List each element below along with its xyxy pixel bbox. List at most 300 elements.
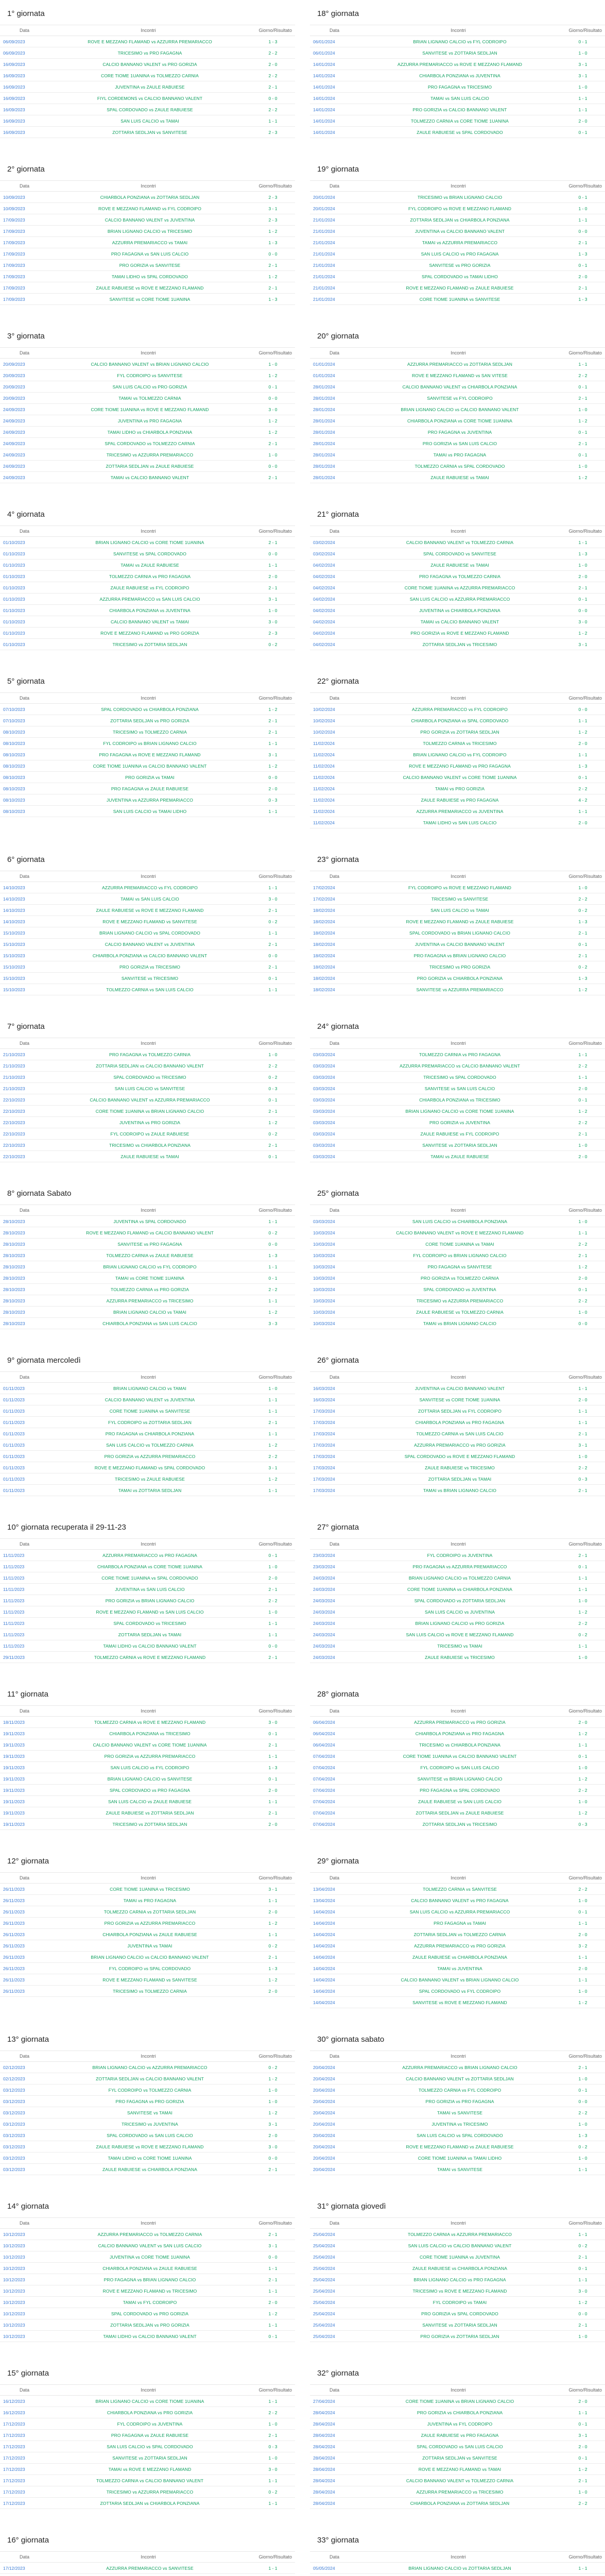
match-link[interactable]: CHIARBOLA PONZIANA vs JUVENTINA	[419, 73, 500, 78]
match-link[interactable]: PRO GORIZIA vs TOLMEZZO CARNIA	[421, 1275, 499, 1281]
match-link[interactable]: TOLMEZZO CARNIA vs SAN LUIS CALCIO	[416, 1431, 504, 1436]
match-link[interactable]: CORE TIOME 1UANINA vs BRIAN LIGNANO CALCIO	[405, 2398, 514, 2404]
match-link[interactable]: FYL CODROIPO vs BRIAN LIGNANO CALCIO	[413, 1252, 507, 1258]
match-link[interactable]: SANVITESE vs BRIAN LIGNANO CALCIO	[417, 1776, 503, 1782]
match-link[interactable]: TRICESIMO vs PRO GORIZIA	[429, 964, 491, 970]
match-link[interactable]: TAMAI LIDHO vs CALCIO BANNANO VALENT	[103, 2333, 197, 2339]
match-link[interactable]: TOLMEZZO CARNIA vs ZAULE RABUIESE	[106, 1252, 194, 1258]
match-link[interactable]: ZAULE RABUIESE vs PRO FAGAGNA	[421, 797, 499, 803]
match-link[interactable]: ZOTTARIA SEDLJAN vs CHIARBOLA PONZIANA	[100, 2500, 200, 2506]
match-link[interactable]: SAN LUIS CALCIO vs TOLMEZZO CARNIA	[106, 1442, 194, 1448]
match-link[interactable]: CORE TIOME 1UANINA vs SANVITESE	[109, 1408, 191, 1414]
match-link[interactable]: PRO FAGAGNA vs SPAL CORDOVADO	[420, 1787, 500, 1793]
match-link[interactable]: CALCIO BANNANO VALENT vs ROVE E MEZZANO FLAMAND	[396, 1230, 524, 1235]
match-link[interactable]: ZAULE RABUIESE vs ROVE E MEZZANO FLAMAND	[96, 285, 204, 291]
match-link[interactable]: SANVITESE vs TAMAI	[127, 2110, 172, 2115]
match-link[interactable]: CHIARBOLA PONZIANA vs CORE TIOME 1UANINA	[97, 1564, 203, 1569]
match-link[interactable]: CORE TIOME 1UANINA vs TOLMEZZO CARNIA	[101, 73, 199, 78]
match-link[interactable]: SPAL CORDOVADO vs JUVENTINA	[423, 1286, 496, 1292]
match-link[interactable]: TOLMEZZO CARNIA vs PRO FAGAGNA	[419, 1052, 501, 1057]
match-link[interactable]: JUVENTINA vs AZZURRA PREMARIACCO	[106, 797, 194, 803]
match-link[interactable]: CORE TIOME 1UANINA vs TRICESIMO	[110, 1886, 190, 1892]
match-link[interactable]: SANVITESE vs FYL CODROIPO	[427, 395, 493, 401]
match-link[interactable]: PRO FAGAGNA vs JUVENTINA	[427, 429, 492, 435]
match-link[interactable]: TAMAI vs PRO GORIZIA	[435, 786, 485, 791]
match-link[interactable]: ROVE E MEZZANO FLAMAND vs TRICESIMO	[102, 2288, 197, 2294]
match-link[interactable]: ROVE E MEZZANO FLAMAND vs ZAULE RABUIESE	[406, 2144, 514, 2149]
match-link[interactable]: PRO FAGAGNA vs TRICESIMO	[427, 84, 492, 90]
match-link[interactable]: SANVITESE vs PRO FAGAGNA	[117, 1241, 182, 1247]
match-link[interactable]: TAMAI vs BRIAN LIGNANO CALCIO	[423, 1487, 497, 1493]
match-link[interactable]: TRICESIMO vs BRIAN LIGNANO CALCIO	[417, 194, 503, 200]
match-link[interactable]: JUVENTINA vs TRICESIMO	[431, 2121, 488, 2127]
match-link[interactable]: ZOTTARIA SEDLJAN vs TOLMEZZO CARNIA	[413, 1931, 506, 1937]
match-link[interactable]: AZZURRA PREMARIACCO vs SAN LUIS CALCIO	[99, 596, 200, 602]
match-link[interactable]: FIYL CORDEMONS vs CALCIO BANNANO VALENT	[97, 95, 203, 101]
match-link[interactable]: BRIAN LIGNANO CALCIO vs FYL CODROIPO	[413, 39, 507, 44]
match-link[interactable]: PRO FAGAGNA vs AZZURRA PREMARIACCO	[412, 1564, 507, 1569]
match-link[interactable]: ZAULE RABUIESE vs ZOTTARIA SEDLJAN	[106, 1810, 194, 1816]
match-link[interactable]: SPAL CORDOVADO vs CHIARBOLA PONZIANA	[101, 706, 199, 712]
match-link[interactable]: SPAL CORDOVADO vs SAN LUIS CALCIO	[417, 2444, 503, 2449]
match-link[interactable]: PRO FAGAGNA vs TOLMEZZO CARNIA	[109, 1052, 191, 1057]
match-link[interactable]: TRICESIMO vs AZZURRA PREMARIACCO	[106, 2489, 194, 2495]
match-link[interactable]: TRICESIMO vs AZZURRA PREMARIACCO	[106, 452, 194, 457]
match-link[interactable]: CORE TIOME 1UANINA vs AZZURRA PREMARIACCO	[404, 585, 515, 590]
match-link[interactable]: TRICESIMO vs TOLMEZZO CARNIA	[113, 1988, 187, 1994]
match-link[interactable]: TAMAI vs FYL CODROIPO	[123, 2299, 177, 2305]
match-link[interactable]: TRICESIMO vs CHIARBOLA PONZIANA	[109, 1142, 191, 1148]
match-link[interactable]: SPAL CORDOVADO vs ZAULE RABUIESE	[107, 107, 193, 112]
match-link[interactable]: PRO GORIZIA vs CHIARBOLA PONZIANA	[417, 2410, 503, 2415]
match-link[interactable]: AZZURRA PREMARIACCO vs CALCIO BANNANO VALENT	[400, 1063, 520, 1069]
match-link[interactable]: SPAL CORDOVADO vs TOLMEZZO CARNIA	[105, 440, 195, 446]
match-link[interactable]: ZOTTARIA SEDLJAN vs ZAULE RABUIESE	[106, 463, 194, 469]
match-link[interactable]: PRO GORIZIA vs AZZURRA PREMARIACCO	[104, 1453, 196, 1459]
match-link[interactable]: AZZURRA PREMARIACCO vs FYL CODROIPO	[412, 706, 508, 712]
match-link[interactable]: PRO GORIZIA vs SPAL CORDOVADO	[421, 2311, 498, 2316]
match-link[interactable]: ZOTTARIA SEDLJAN vs TRICESIMO	[422, 1821, 497, 1827]
match-link[interactable]: TAMAI vs TOLMEZZO CARNIA	[118, 395, 181, 401]
match-link[interactable]: CORE TIOME 1UANINA vs CHIARBOLA PONZIANA	[407, 1586, 513, 1592]
match-link[interactable]: TRICESIMO vs ROVE E MEZZANO FLAMAND	[412, 2288, 507, 2294]
match-link[interactable]: JUVENTINA vs TAMAI	[127, 1943, 172, 1948]
match-link[interactable]: PRO FAGAGNA vs ROVE E MEZZANO FLAMAND	[99, 752, 201, 757]
match-link[interactable]: CHIARBOLA PONZIANA vs PRO FAGAGNA	[415, 1419, 505, 1425]
match-link[interactable]: FYL CODROIPO vs ROVE E MEZZANO FLAMAND	[408, 885, 511, 890]
match-link[interactable]: PRO GORIZIA vs SAN LUIS CALCIO	[422, 440, 497, 446]
match-link[interactable]: ROVE E MEZZANO FLAMAND vs AZZURRA PREMARIACCO	[88, 39, 212, 44]
match-link[interactable]: CALCIO BANNANO VALENT vs CORE TIOME 1UANINA	[93, 1742, 207, 1748]
match-link[interactable]: BRIAN LIGNANO CALCIO vs TAMAI	[113, 1309, 186, 1315]
match-link[interactable]: ROVE E MEZZANO FLAMAND vs SPAL CORDOVADO	[94, 1465, 205, 1470]
match-link[interactable]: TAMAI vs SAN LUIS CALCIO	[430, 95, 489, 101]
match-link[interactable]: TRICESIMO vs ZOTTARIA SEDLJAN	[112, 1821, 187, 1827]
match-link[interactable]: TOLMEZZO CARNIA vs ROVE E MEZZANO FLAMAND	[94, 1654, 206, 1660]
match-link[interactable]: AZZURRA PREMARIACCO vs PRO FAGAGNA	[102, 1552, 197, 1558]
match-link[interactable]: JUVENTINA vs CALCIO BANNANO VALENT	[414, 1385, 505, 1391]
match-link[interactable]: TRICESIMO vs PRO FAGAGNA	[117, 50, 182, 56]
match-link[interactable]: ROVE E MEZZANO FLAMAND vs FYL CODROIPO	[98, 206, 201, 211]
match-link[interactable]: ZOTTARIA SEDLJAN vs CHIARBOLA PONZIANA	[410, 217, 510, 223]
match-link[interactable]: ROVE E MEZZANO FLAMAND vs TAMAI	[418, 2466, 502, 2472]
match-link[interactable]: PRO GORIZIA vs SANVITESE	[119, 262, 181, 268]
match-link[interactable]: SAN LUIS CALCIO vs SPAL CORDOVADO	[107, 2444, 193, 2449]
match-link[interactable]: FYL CODROIPO vs TAMAI	[433, 2299, 487, 2305]
match-link[interactable]: TAMAI LIDHO vs SPAL CORDOVADO	[111, 274, 188, 279]
match-link[interactable]: CHIARBOLA PONZIANA vs ZOTTARIA SEDLJAN	[410, 2500, 510, 2506]
match-link[interactable]: TOLMEZZO CARNIA vs ZOTTARIA SEDLJAN	[103, 1909, 196, 1914]
match-link[interactable]: ZOTTARIA SEDLJAN vs TAMAI	[428, 1476, 492, 1482]
match-link[interactable]: PRO FAGAGNA vs SANVITESE	[427, 1264, 492, 1269]
match-link[interactable]: SANVITESE vs SPAL CORDOVADO	[113, 551, 186, 556]
match-link[interactable]: JUVENTINA vs PRO FAGAGNA	[117, 418, 182, 423]
match-link[interactable]: TAMAI vs SANVITESE	[437, 2110, 483, 2115]
match-link[interactable]: PRO GORIZIA vs TRICESIMO	[119, 964, 180, 970]
match-link[interactable]: TOLMEZZO CARNIA vs PRO FAGAGNA	[109, 573, 191, 579]
match-link[interactable]: ROVE E MEZZANO FLAMAND vs SANVITESE	[102, 919, 197, 924]
match-link[interactable]: BRIAN LIGNANO CALCIO vs TOLMEZZO CARNIA	[408, 1575, 511, 1581]
match-link[interactable]: TAMAI vs PRO FAGAGNA	[123, 1897, 177, 1903]
match-link[interactable]: ZAULE RABUIESE vs SAN LUIS CALCIO	[418, 1799, 502, 1804]
match-link[interactable]: CORE TIOME 1UANINA vs ROVE E MEZZANO FLAMAND	[91, 406, 209, 412]
match-link[interactable]: ZAULE RABUIESE vs TRICESIMO	[425, 1654, 495, 1660]
match-link[interactable]: SPAL CORDOVADO vs SAN LUIS CALCIO	[107, 2132, 193, 2138]
match-link[interactable]: PRO GORIZIA vs CHIARBOLA PONZIANA	[417, 975, 503, 981]
match-link[interactable]: JUVENTINA vs SAN LUIS CALCIO	[115, 1586, 185, 1592]
match-link[interactable]: TRICESIMO vs ZOTTARIA SEDLJAN	[112, 641, 187, 647]
match-link[interactable]: TOLMEZZO CARNIA vs PRO GORIZIA	[110, 1286, 189, 1292]
match-link[interactable]: TAMAI vs CALCIO BANNANO VALENT	[420, 619, 499, 624]
match-link[interactable]: FYL CODROIPO vs ZOTTARIA SEDLJAN	[108, 1419, 192, 1425]
match-link[interactable]: AZZURRA PREMARIACCO vs FYL CODROIPO	[102, 885, 198, 890]
match-link[interactable]: SPAL CORDOVADO vs TRICESIMO	[113, 1620, 186, 1626]
match-link[interactable]: SPAL CORDOVADO vs TAMAI LIDHO	[422, 274, 498, 279]
match-link[interactable]: TOLMEZZO CARNIA vs FYL CODROIPO	[418, 2087, 502, 2093]
match-link[interactable]: PRO FAGAGNA vs CHIARBOLA PONZIANA	[105, 1431, 195, 1436]
match-link[interactable]: AZZURRA PREMARIACCO vs PRO GORIZIA	[414, 1442, 506, 1448]
match-link[interactable]: JUVENTINA vs FYL CODROIPO	[427, 2421, 493, 2427]
match-link[interactable]: ROVE E MEZZANO FLAMAND vs ZAULE RABUIESE	[406, 919, 514, 924]
match-link[interactable]: TOLMEZZO CARNIA vs SANVITESE	[423, 1886, 497, 1892]
match-link[interactable]: AZZURRA PREMARIACCO vs SANVITESE	[106, 2565, 194, 2571]
match-link[interactable]: CHIARBOLA PONZIANA vs CORE TIOME 1UANINA	[407, 418, 513, 423]
match-link[interactable]: TRICESIMO vs AZZURRA PREMARIACCO	[416, 1298, 504, 1303]
match-link[interactable]: CORE TIOME 1UANINA vs TAMAI LIDHO	[418, 2155, 502, 2161]
match-link[interactable]: ZAULE RABUIESE vs PRO FAGAGNA	[421, 2432, 499, 2438]
match-link[interactable]: FYL CODROIPO vs JUVENTINA	[117, 2421, 183, 2427]
match-link[interactable]: CALCIO BANNANO VALENT vs CHIARBOLA PONZIANA	[402, 384, 517, 389]
match-link[interactable]: PRO GORIZIA vs AZZURRA PREMARIACCO	[104, 1920, 196, 1926]
match-link[interactable]: BRIAN LIGNANO CALCIO vs CALCIO BANNANO VALENT	[91, 1954, 209, 1960]
match-link[interactable]: CORE TIOME 1UANINA vs CALCIO BANNANO VALENT	[93, 763, 207, 769]
match-link[interactable]: PRO FAGAGNA vs PRO GORIZIA	[115, 2098, 184, 2104]
match-link[interactable]: PRO FAGAGNA vs ZAULE RABUIESE	[111, 2432, 189, 2438]
match-link[interactable]: ZAULE RABUIESE vs CHIARBOLA PONZIANA	[412, 2265, 508, 2271]
match-link[interactable]: TRICESIMO vs JUVENTINA	[122, 2121, 178, 2127]
match-link[interactable]: ZOTTARIA SEDLJAN vs ZAULE RABUIESE	[416, 1810, 504, 1816]
match-link[interactable]: TRICESIMO vs TAMAI	[437, 1643, 482, 1649]
match-link[interactable]: TAMAI LIDHO vs CALCIO BANNANO VALENT	[103, 1643, 197, 1649]
match-link[interactable]: BRIAN LIGNANO CALCIO vs FYL CODROIPO	[413, 752, 507, 757]
match-link[interactable]: ROVE E MEZZANO FLAMAND vs ZAULE RABUIESE	[406, 285, 514, 291]
match-link[interactable]: BRIAN LIGNANO CALCIO vs CORE TIOME 1UANINA	[95, 539, 204, 545]
match-link[interactable]: CALCIO BANNANO VALENT vs SAN LUIS CALCIO	[98, 2243, 202, 2248]
match-link[interactable]: PRO GORIZIA vs AZZURRA PREMARIACCO	[104, 1753, 196, 1759]
match-link[interactable]: PRO GORIZIA vs TAMAI	[125, 774, 175, 780]
match-link[interactable]: SAN LUIS CALCIO vs ZAULE RABUIESE	[108, 1799, 192, 1804]
match-link[interactable]: SPAL CORDOVADO vs ROVE E MEZZANO FLAMAND	[404, 1453, 515, 1459]
match-link[interactable]: ZOTTARIA SEDLJAN vs SANVITESE	[112, 129, 187, 135]
match-link[interactable]: ROVE E MEZZANO FLAMAND vs SAN LUIS CALCIO	[96, 1609, 204, 1615]
match-link[interactable]: TAMAI vs PRO FAGAGNA	[433, 452, 487, 457]
match-link[interactable]: SAN LUIS CALCIO vs ROVE E MEZZANO FLAMAND	[406, 1632, 514, 1637]
match-link[interactable]: TAMAI LIDHO vs CORE TIOME 1UANINA	[108, 2155, 192, 2161]
match-link[interactable]: ZOTTARIA SEDLJAN vs FYL CODROIPO	[418, 1408, 502, 1414]
match-link[interactable]: ZOTTARIA SEDLJAN vs TAMAI	[118, 1632, 182, 1637]
match-link[interactable]: FYL CODROIPO vs SPAL CORDOVADO	[109, 1965, 191, 1971]
match-link[interactable]: TAMAI vs ROVE E MEZZANO FLAMAND	[108, 2466, 192, 2472]
match-link[interactable]: BRIAN LIGNANO CALCIO vs CORE TIOME 1UANINA	[405, 1108, 514, 1114]
match-link[interactable]: ZOTTARIA SEDLJAN vs SANVITESE	[422, 2455, 497, 2461]
match-link[interactable]: SPAL CORDOVADO vs FYL CODROIPO	[419, 1988, 501, 1994]
match-link[interactable]: TAMAI vs JUVENTINA	[437, 1965, 482, 1971]
match-link[interactable]: CALCIO BANNANO VALENT vs TAMAI	[110, 619, 189, 624]
match-link[interactable]: JUVENTINA vs SPAL CORDOVADO	[113, 1218, 186, 1224]
match-link[interactable]: ZAULE RABUIESE vs TAMAI	[430, 562, 489, 568]
match-link[interactable]: TAMAI vs CALCIO BANNANO VALENT	[110, 474, 189, 480]
match-link[interactable]: CHIARBOLA PONZIANA vs PRO FAGAGNA	[415, 1731, 505, 1736]
match-link[interactable]: SPAL CORDOVADO vs PRO GORIZIA	[111, 2311, 189, 2316]
match-link[interactable]: SPAL CORDOVADO vs BRIAN LIGNANO CALCIO	[409, 930, 510, 936]
match-link[interactable]: FYL CODROIPO vs TOLMEZZO CARNIA	[108, 2087, 192, 2093]
match-link[interactable]: SPAL CORDOVADO vs TRICESIMO	[113, 1074, 186, 1080]
match-link[interactable]: SAN LUIS CALCIO vs PRO GORIZIA	[112, 384, 187, 389]
match-link[interactable]: PRO FAGAGNA vs TOLMEZZO CARNIA	[419, 573, 501, 579]
match-link[interactable]: BRIAN LIGNANO CALCIO vs PRO FAGAGNA	[413, 2277, 506, 2282]
match-link[interactable]: CALCIO BANNANO VALENT vs BRIAN LIGNANO CALCIO	[401, 1977, 519, 1982]
match-link[interactable]: JUVENTINA vs CALCIO BANNANO VALENT	[414, 228, 505, 234]
match-link[interactable]: PRO GORIZIA vs ROVE E MEZZANO FLAMAND	[410, 630, 509, 636]
match-link[interactable]: PRO FAGAGNA vs BRIAN LIGNANO CALCIO	[103, 2277, 196, 2282]
match-link[interactable]: AZZURRA PREMARIACCO vs JUVENTINA	[416, 808, 504, 814]
match-link[interactable]: CHIARBOLA PONZIANA vs TRICESIMO	[109, 1731, 191, 1736]
match-link[interactable]: SANVITESE vs TRICESIMO	[121, 975, 179, 981]
match-link[interactable]: SAN LUIS CALCIO vs PRO FAGAGNA	[421, 251, 499, 257]
match-link[interactable]: AZZURRA PREMARIACCO vs TRICESIMO	[416, 2489, 504, 2495]
match-link[interactable]: SANVITESE vs CORE TIOME 1UANINA	[109, 296, 191, 302]
match-link[interactable]: ZAULE RABUIESE vs SPAL CORDOVADO	[417, 129, 503, 135]
match-link[interactable]: CALCIO BANNANO VALENT vs AZZURRA PREMARIACCO	[90, 1097, 210, 1103]
match-link[interactable]: FYL CODROIPO vs ZAULE RABUIESE	[110, 1131, 189, 1137]
match-link[interactable]: TAMAI LIDHO vs SAN LUIS CALCIO	[423, 820, 497, 825]
match-link[interactable]: PRO FAGAGNA vs SAN LUIS CALCIO	[111, 251, 189, 257]
match-link[interactable]: CHIARBOLA PONZIANA vs ZAULE RABUIESE	[102, 2265, 197, 2271]
match-link[interactable]: SAN LUIS CALCIO vs TAMAI LIDHO	[113, 808, 187, 814]
match-link[interactable]: ZOTTARIA SEDLJAN vs CALCIO BANNANO VALENT	[96, 1063, 204, 1069]
match-link[interactable]: SPAL CORDOVADO vs ZOTTARIA SEDLJAN	[414, 1598, 506, 1603]
match-link[interactable]: BRIAN LIGNANO CALCIO vs CALCIO BANNANO VALENT	[401, 406, 519, 412]
match-link[interactable]: CALCIO BANNANO VALENT vs TOLMEZZO CARNIA	[406, 2478, 514, 2483]
match-link[interactable]: JUVENTINA vs CORE TIOME 1UANINA	[110, 2254, 190, 2260]
match-link[interactable]: JUVENTINA vs ZAULE RABUIESE	[115, 84, 185, 90]
match-link[interactable]: SANVITESE vs ZOTTARIA SEDLJAN	[422, 1142, 497, 1148]
match-link[interactable]: AZZURRA PREMARIACCO vs PRO GORIZIA	[414, 1943, 506, 1948]
match-link[interactable]: PRO FAGAGNA vs BRIAN LIGNANO CALCIO	[413, 953, 506, 958]
match-link[interactable]: CHIARBOLA PONZIANA vs JUVENTINA	[109, 607, 191, 613]
match-link[interactable]: AZZURRA PREMARIACCO vs BRIAN LIGNANO CALCIO	[402, 2064, 517, 2070]
match-link[interactable]: TOLMEZZO CARNIA vs ROVE E MEZZANO FLAMAND	[94, 1719, 206, 1725]
match-link[interactable]: FYL CODROIPO vs JUVENTINA	[427, 1552, 493, 1558]
match-link[interactable]: FYL CODROIPO vs SANVITESE	[117, 372, 183, 378]
match-link[interactable]: SPAL CORDOVADO vs SANVITESE	[423, 551, 496, 556]
match-link[interactable]: AZZURRA PREMARIACCO vs TRICESIMO	[106, 1298, 194, 1303]
match-link[interactable]: ROVE E MEZZANO FLAMAND vs PRO FAGAGNA	[409, 763, 511, 769]
match-link[interactable]: CHIARBOLA PONZIANA vs SPAL CORDOVADO	[411, 718, 509, 723]
match-link[interactable]: ZOTTARIA SEDLJAN vs PRO GORIZIA	[110, 2322, 189, 2328]
match-link[interactable]: CALCIO BANNANO VALENT vs JUVENTINA	[105, 941, 195, 947]
match-link[interactable]: TRICESIMO vs SPAL CORDOVADO	[423, 1074, 496, 1080]
match-link[interactable]: CHIARBOLA PONZIANA vs PRO GORIZIA	[107, 2410, 193, 2415]
match-link[interactable]: TAMAI vs ZAULE RABUIESE	[120, 562, 179, 568]
match-link[interactable]: TAMAI vs ZOTTARIA SEDLJAN	[118, 1487, 182, 1493]
match-link[interactable]: ZOTTARIA SEDLJAN vs PRO GORIZIA	[110, 718, 189, 723]
match-link[interactable]: ZOTTARIA SEDLJAN vs CALCIO BANNANO VALENT	[96, 2076, 204, 2081]
match-link[interactable]: ROVE E MEZZANO FLAMAND vs SAN VITESE	[412, 372, 508, 378]
match-link[interactable]: TRICESIMO vs SANVITESE	[431, 896, 489, 902]
match-link[interactable]: SANVITESE vs ZOTTARIA SEDLJAN	[112, 2455, 187, 2461]
match-link[interactable]: CALCIO BANNANO VALENT vs BRIAN LIGNANO CALCIO	[91, 361, 209, 367]
match-link[interactable]: JUVENTINA vs CHIARBOLA PONZIANA	[419, 607, 500, 613]
match-link[interactable]: AZZURRA PREMARIACCO vs TOLMEZZO CARNIA	[97, 2231, 202, 2237]
match-link[interactable]: SPAL CORDOVADO vs PRO FAGAGNA	[109, 1787, 191, 1793]
match-link[interactable]: ZAULE RABUIESE vs TAMAI	[430, 474, 489, 480]
match-link[interactable]: PRO GORIZIA vs JUVENTINA	[429, 1120, 491, 1125]
match-link[interactable]: CALCIO BANNANO VALENT vs PRO FAGAGNA	[411, 1897, 509, 1903]
match-link[interactable]: SANVITESE vs CORE TIOME 1UANINA	[419, 1397, 500, 1402]
match-link[interactable]: CORE TIOME 1UANINA vs CALCIO BANNANO VALENT	[403, 1753, 517, 1759]
match-link[interactable]: SANVITESE vs PRO GORIZIA	[429, 262, 491, 268]
match-link[interactable]: ZAULE RABUIESE vs FYL CODROIPO	[110, 585, 189, 590]
match-link[interactable]: PRO GORIZIA vs PRO FAGAGNA	[425, 2098, 494, 2104]
match-link[interactable]: CHIARBOLA PONZIANA vs SAN LUIS CALCIO	[102, 1320, 197, 1326]
match-link[interactable]: BRIAN LIGNANO CALCIO vs SPAL CORDOVADO	[99, 930, 200, 936]
match-link[interactable]: SANVITESE vs ROVE E MEZZANO FLAMAND	[412, 1999, 507, 2005]
match-link[interactable]: ZAULE RABUIESE vs ROVE E MEZZANO FLAMAND	[96, 2144, 204, 2149]
match-link[interactable]: BRIAN LIGNANO CALCIO vs ZOTTARIA SEDLJAN	[408, 2565, 511, 2571]
match-link[interactable]: ZAULE RABUIESE vs TRICESIMO	[425, 1465, 495, 1470]
match-link[interactable]: TAMAI vs ZAULE RABUIESE	[430, 1154, 489, 1159]
match-link[interactable]: TAMAI LIDHO vs CHIARBOLA PONZIANA	[107, 429, 193, 435]
match-link[interactable]: CORE TIOME 1UANINA vs TAMAI	[425, 1241, 494, 1247]
match-link[interactable]: CHIARBOLA PONZIANA vs CALCIO BANNANO VALENT	[92, 953, 208, 958]
match-link[interactable]: FYL CODROIPO vs SAN LUIS CALCIO	[420, 1765, 499, 1770]
match-link[interactable]: ZAULE RABUIESE vs CHIARBOLA PONZIANA	[412, 1954, 508, 1960]
match-link[interactable]: CORE TIOME 1UANINA vs SPAL CORDOVADO	[101, 1575, 198, 1581]
match-link[interactable]: BRIAN LIGNANO CALCIO vs SANVITESE	[107, 1776, 193, 1782]
match-link[interactable]: ZAULE RABUIESE vs TOLMEZZO CARNIA	[416, 1309, 504, 1315]
match-link[interactable]: TOLMEZZO CARNIA vs CALCIO BANNANO VALENT	[96, 2478, 204, 2483]
match-link[interactable]: SAN LUIS CALCIO vs AZZURRA PREMARIACCO	[409, 596, 510, 602]
match-link[interactable]: CALCIO BANNANO VALENT vs ZOTTARIA SEDLJAN	[406, 2076, 514, 2081]
match-link[interactable]: BRIAN LIGNANO CALCIO vs TRICESIMO	[107, 228, 193, 234]
match-link[interactable]: AZZURRA PREMARIACCO vs TAMAI	[112, 240, 188, 245]
match-link[interactable]: CALCIO BANNANO VALENT vs JUVENTINA	[105, 1397, 195, 1402]
match-link[interactable]: TAMAI vs CORE TIOME 1UANINA	[115, 1275, 185, 1281]
match-link[interactable]: BRIAN LIGNANO CALCIO vs CORE TIOME 1UANINA	[95, 2398, 204, 2404]
match-link[interactable]: TOLMEZZO CARNIA vs SPAL CORDOVADO	[414, 463, 505, 469]
match-link[interactable]: SAN LUIS CALCIO vs TAMAI	[430, 907, 489, 913]
match-link[interactable]: JUVENTINA vs PRO GORIZIA	[119, 1120, 181, 1125]
match-link[interactable]: SANVITESE vs SAN LUIS CALCIO	[424, 1086, 495, 1091]
match-link[interactable]: TRICESIMO vs TOLMEZZO CARNIA	[113, 729, 187, 735]
match-link[interactable]: TAMAI vs AZZURRA PREMARIACCO	[422, 240, 498, 245]
match-link[interactable]: AZZURRA PREMARIACCO vs ROVE E MEZZANO FLAMAND	[397, 61, 523, 67]
match-link[interactable]: JUVENTINA vs CALCIO BANNANO VALENT	[414, 941, 505, 947]
match-link[interactable]: CALCIO BANNANO VALENT vs PRO GORIZIA	[102, 61, 197, 67]
match-link[interactable]: CALCIO BANNANO VALENT vs JUVENTINA	[105, 217, 195, 223]
match-link[interactable]: CALCIO BANNANO VALENT vs TOLMEZZO CARNIA	[406, 539, 514, 545]
match-link[interactable]: CALCIO BANNANO VALENT vs CORE TIOME 1UANINA	[403, 774, 517, 780]
match-link[interactable]: SAN LUIS CALCIO vs FYL CODROIPO	[110, 1765, 189, 1770]
match-link[interactable]: TOLMEZZO CARNIA vs AZZURRA PREMARIACCO	[407, 2231, 512, 2237]
match-link[interactable]: CHIARBOLA PONZIANA vs ZOTTARIA SEDLJAN	[100, 194, 200, 200]
match-link[interactable]: SAN LUIS CALCIO vs SANVITESE	[114, 1086, 185, 1091]
match-link[interactable]: CHIARBOLA PONZIANA vs TRICESIMO	[419, 1097, 500, 1103]
match-link[interactable]: TAMAI vs SANVITESE	[437, 2166, 483, 2172]
match-link[interactable]: SAN LUIS CALCIO vs CHIARBOLA PONZIANA	[412, 1218, 508, 1224]
match-link[interactable]: ZAULE RABUIESE vs TAMAI	[120, 1154, 179, 1159]
match-link[interactable]: TAMAI vs SAN LUIS CALCIO	[120, 896, 179, 902]
match-link[interactable]: SANVITESE vs ZOTTARIA SEDLJAN	[422, 50, 497, 56]
match-link[interactable]: ROVE E MEZZANO FLAMAND vs CALCIO BANNANO VALENT	[86, 1230, 214, 1235]
match-link[interactable]: SAN LUIS CALCIO vs AZZURRA PREMARIACCO	[409, 1909, 510, 1914]
match-link[interactable]: TRICESIMO vs ZAULE RABUIESE	[115, 1476, 185, 1482]
match-link[interactable]: SAN LUIS CALCIO vs JUVENTINA	[425, 1609, 495, 1615]
match-link[interactable]: ROVE E MEZZANO FLAMAND vs PRO GORIZIA	[100, 630, 199, 636]
match-link[interactable]: TOLMEZZO CARNIA vs SAN LUIS CALCIO	[106, 987, 194, 992]
match-link[interactable]: SAN LUIS CALCIO vs SPAL CORDOVADO	[417, 2132, 503, 2138]
match-link[interactable]: CORE TIOME 1UANINA vs JUVENTINA	[420, 2254, 500, 2260]
match-link[interactable]: SANVITESE vs AZZURRA PREMARIACCO	[416, 987, 504, 992]
match-link[interactable]: PRO FAGAGNA vs TAMAI	[434, 1920, 486, 1926]
match-link[interactable]: TOLMEZZO CARNIA vs TRICESIMO	[423, 740, 497, 746]
match-link[interactable]: CORE TIOME 1UANINA vs BRIAN LIGNANO CALCIO	[95, 1108, 204, 1114]
match-link[interactable]: ZAULE RABUIESE vs CHIARBOLA PONZIANA	[102, 2166, 198, 2172]
match-link[interactable]: PRO GORIZIA vs ZOTTARIA SEDLJAN	[420, 2333, 499, 2339]
match-link[interactable]: TOLMEZZO CARNIA vs CORE TIOME 1UANINA	[411, 118, 509, 124]
match-link[interactable]: PRO GORIZIA vs CALCIO BANNANO VALENT	[412, 107, 507, 112]
match-link[interactable]: SAN LUIS CALCIO vs TAMAI	[120, 118, 179, 124]
match-link[interactable]: ZAULE RABUIESE vs ROVE E MEZZANO FLAMAND	[96, 907, 204, 913]
match-link[interactable]: CORE TIOME 1UANINA vs SANVITESE	[419, 296, 500, 302]
match-link[interactable]: BRIAN LIGNANO CALCIO vs AZZURRA PREMARIACCO	[92, 2064, 208, 2070]
match-link[interactable]: SANVITESE vs ZOTTARIA SEDLJAN	[422, 2322, 497, 2328]
match-link[interactable]: CHIARBOLA PONZIANA vs ZAULE RABUIESE	[102, 1931, 197, 1937]
match-link[interactable]: ZOTTARIA SEDLJAN vs TRICESIMO	[422, 641, 497, 647]
match-link[interactable]: PRO FAGAGNA vs ZAULE RABUIESE	[111, 786, 189, 791]
match-link[interactable]: ZAULE RABUIESE vs FYL CODROIPO	[420, 1131, 499, 1137]
match-link[interactable]: BRIAN LIGNANO CALCIO vs TAMAI	[113, 1385, 186, 1391]
match-link[interactable]: FYL CODROIPO vs ROVE E MEZZANO FLAMAND	[408, 206, 511, 211]
match-link[interactable]: BRIAN LIGNANO CALCIO vs PRO GORIZIA	[415, 1620, 505, 1626]
match-link[interactable]: PRO GORIZIA vs ZOTTARIA SEDLJAN	[420, 729, 499, 735]
match-link[interactable]: FYL CODROIPO vs BRIAN LIGNANO CALCIO	[103, 740, 197, 746]
match-link[interactable]: TAMAI vs BRIAN LIGNANO CALCIO	[423, 1320, 497, 1326]
match-link[interactable]: BRIAN LIGNANO CALCIO vs FYL CODROIPO	[103, 1264, 197, 1269]
match-link[interactable]: SAN LUIS CALCIO vs CALCIO BANNANO VALENT	[408, 2243, 512, 2248]
match-link[interactable]: TRICESIMO vs CHIARBOLA PONZIANA	[419, 1742, 500, 1748]
